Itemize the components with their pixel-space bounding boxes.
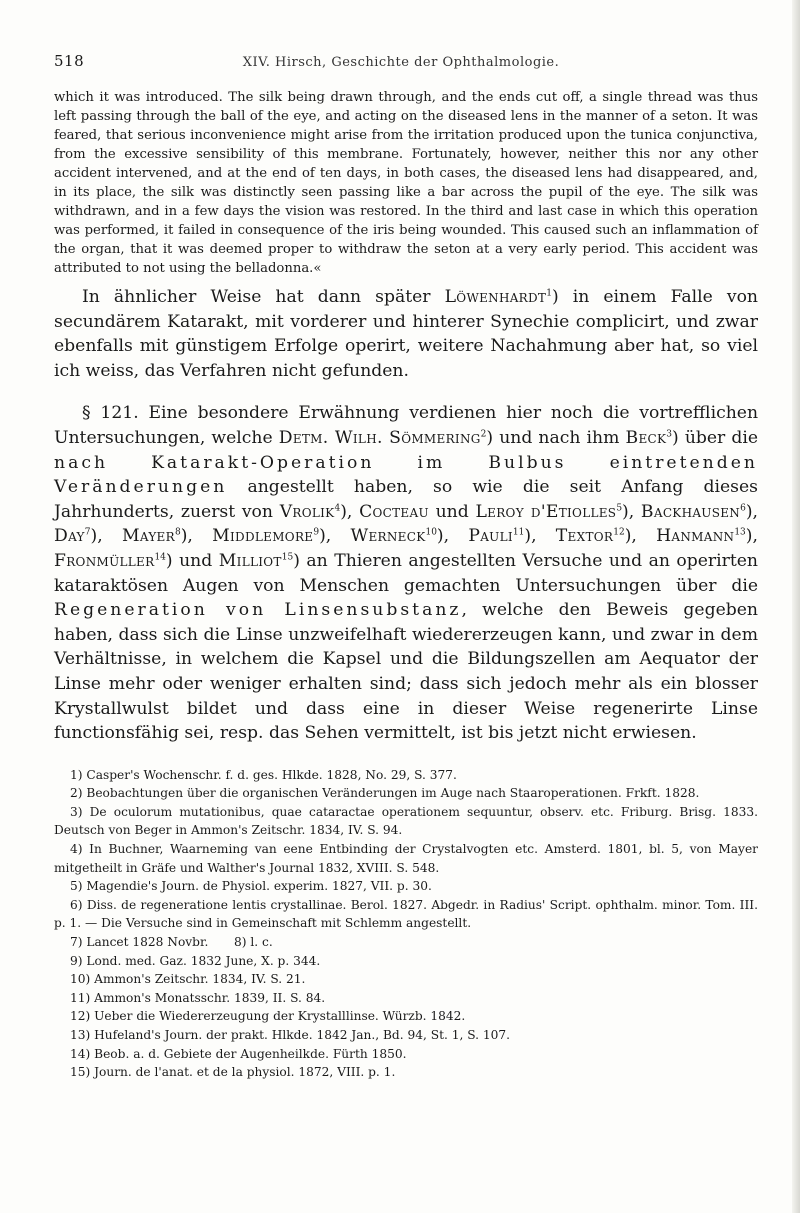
footnote-10: 10) Ammon's Zeitschr. 1834, IV. S. 21.	[70, 972, 306, 987]
footnote-2: 2) Beobachtungen über die organischen Veränderungen im Auge nach Staaroperationen. Frkft. 1828.	[70, 786, 700, 801]
footnote-11: 11) Ammon's Monatsschr. 1839, II. S. 84.	[70, 990, 326, 1005]
footnote-14: 14) Beob. a. d. Gebiete der Augenheilkde. Fürth 1850.	[70, 1046, 407, 1061]
paragraph-loewenhardt: In ähnlicher Weise hat dann später Löwenhardt$^1$) in einem Falle von secundärem Katarakt, mit vorderer und hinterer Synechie complicirt, und zwar ebenfalls mit günstigem Erfolge operirt, weitere Nachahmung aber hat, so viel ich weiss, das Verfahren nicht gefunden.	[54, 287, 759, 381]
english-quote-paragraph: which it was introduced. The silk being drawn through, and the ends cut off, a single thread was thus left passing through the ball of the eye, and acting on the diseased lens in the manner of a seton. It was feared, that serious inconvenience might arise from the irritation produced upon the tunica conjunctiva, from the excessive sensibility of this membrane. Fortunately, however, neither this nor any other accident intervened, and at the end of ten days, in both cases, the diseased lens had disappeared, and, in its place, the silk was distinctly seen passing like a bar across the pupil of the eye. The silk was withdrawn, and in a few days the vision was restored. In the third and last case in which this operation was performed, it failed in consequence of the iris being wounded. This caused such an inflammation of the organ, that it was deemed proper to withdraw the seton at a very early period. This accident was attributed to not using the belladonna.«	[54, 90, 758, 276]
running-title: XIV. Hirsch, Geschichte der Ophthalmologie.	[242, 55, 560, 70]
page-number: 518	[54, 52, 85, 70]
footnote-15: 15) Journ. de l'anat. et de la physiol. 1872, VIII. p. 1.	[70, 1065, 396, 1080]
footnote-5: 5) Magendie's Journ. de Physiol. experim. 1827, VII. p. 30.	[70, 879, 432, 894]
footnote-12: 12) Ueber die Wiedererzeugung der Krystalllinse. Würzb. 1842.	[70, 1009, 466, 1024]
emphasis-text: nach Katarakt-Operation im Bulbus eintretenden Veränderungen	[54, 452, 758, 498]
footnote-6: 6) Diss. de regeneratione lentis crystallinae. Berol. 1827. Abgedr. in Radius' Script. ophthalm. minor. Tom. III. p. 1. — Die Versuche sind in Gemeinschaft mit Schlemm angestellt.	[54, 897, 758, 931]
emphasis-text: Regeneration von Linsensubstanz	[54, 600, 462, 621]
running-header	[54, 52, 758, 70]
page-edge-shadow	[792, 0, 800, 1213]
footnote-1: 1) Casper's Wochenschr. f. d. ges. Hlkde. 1828, No. 29, S. 377.	[70, 767, 457, 782]
footnote-3: 3) De oculorum mutationibus, quae cataractae operationem sequuntur, observ. etc. Friburg. Brisg. 1833. Deutsch von Beger in Ammon's Zeitschr. 1834, IV. S. 94.	[54, 804, 758, 838]
section-number: § 121.	[82, 403, 139, 424]
footnote-4: 4) In Buchner, Waarneming van eene Entbinding der Crystalvogten etc. Amsterd. 1801, bl. 5, von Mayer mitgetheilt in Gräfe und Walther's Journal 1832, XVIII. S. 548.	[54, 842, 758, 875]
footnote-8: 8) l. c.	[234, 935, 273, 950]
footnote-row-7-8	[54, 933, 758, 952]
footnotes	[54, 766, 758, 1082]
paragraph-section-121: § 121. Eine besondere Erwähnung verdienen hier noch die vortrefflichen Untersuchungen, welche Detm. Wilh. Sömmering$^2$) und nach ihm Beck$^3$) über die nach Katarakt-Operation im Bulbus eintretenden Veränderungen angestellt haben, so wie die seit Anfang dieses Jahrhunderts, zuerst von Vrolik$^4$), Cocteau und Leroy d'Etiolles$^5$), Backhausen$^6$), Day$^7$), Mayer$^8$), Middlemore$^9$), Werneck$^{10}$), Pauli$^{11}$), Textor$^{12}$), Hanmann$^{13}$), Fronmüller$^{14}$) und Milliot$^{15}$) an Thieren angestellten Versuche und an operirten kataraktösen Augen von Menschen gemachten Untersuchungen über die Regeneration von Linsensubstanz, welche den Beweis gegeben haben, dass sich die Linse unzweifelhaft wiedererzeugen kann, und zwar in dem Verhältnisse, in welchem die Kapsel und die Bildungszellen am Aequator der Linse mehr oder weniger erhalten sind; dass sich jedoch mehr als ein blosser Krystallwulst bildet und dass eine in dieser Weise regenerirte Linse functionsfähig sei, resp. das Sehen vermittelt, ist bis jetzt nicht erwiesen.	[54, 403, 759, 744]
footnote-9: 9) Lond. med. Gaz. 1832 June, X. p. 344.	[70, 953, 321, 968]
footnote-13: 13) Hufeland's Journ. der prakt. Hlkde. 1842 Jan., Bd. 94, St. 1, S. 107.	[70, 1028, 511, 1042]
footnote-7: 7) Lancet 1828 Novbr.	[70, 935, 209, 950]
